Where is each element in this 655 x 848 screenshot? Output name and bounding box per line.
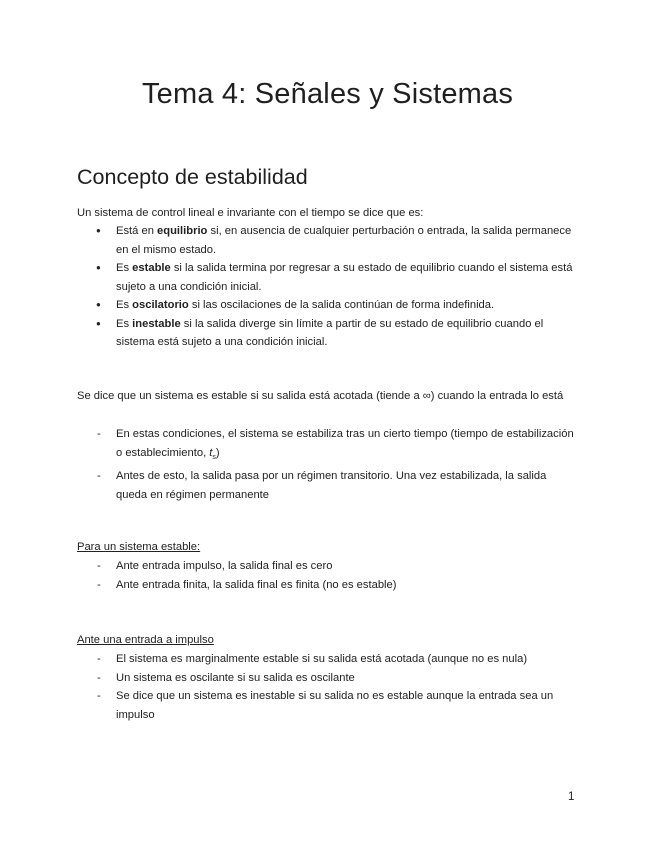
- definition-text: Es: [116, 262, 133, 274]
- definition-text: si la salida termina por regresar a su estado de equilibrio cuando el sistema está sujeto a una condición inicial.: [116, 262, 573, 293]
- list-item: - Un sistema es oscilante si su salida es oscilante: [77, 669, 577, 688]
- stable-heading: Para un sistema estable:: [77, 541, 201, 553]
- impulse-heading: Ante una entrada a impulso: [77, 634, 214, 646]
- definition-term: estable: [132, 262, 171, 274]
- list-item-text: Antes de esto, la salida pasa por un régimen transitorio. Una vez estabilizada, la salida queda en régimen permanente: [116, 470, 547, 501]
- definition-text: si las oscilaciones de la salida continúan de forma indefinida.: [188, 299, 495, 311]
- definition-text: Es: [116, 317, 133, 330]
- page-title: Tema 4: Señales y Sistemas: [141, 78, 514, 110]
- definition-text: Es: [116, 299, 133, 311]
- definition-inestable: [77, 315, 577, 352]
- definition-term: inestable: [132, 317, 181, 330]
- definition-oscilatorio: [77, 296, 577, 315]
- list-item: - El sistema es marginalmente estable si su salida está acotada (aunque no es nula): [77, 650, 577, 669]
- impulse-points-list: [77, 650, 577, 724]
- list-item-text: En estas condiciones, el sistema se estabiliza tras un cierto tiempo (tiempo de estabilización o establecimiento,: [116, 428, 574, 459]
- list-item: [77, 467, 577, 504]
- list-item: - Se dice que un sistema es inestable si su salida no es estable aunque la entrada sea un impulso: [77, 687, 577, 724]
- list-item: [77, 425, 577, 467]
- definitions-list: [77, 222, 577, 352]
- definition-text: Está en: [116, 225, 158, 237]
- definition-text: si la salida diverge sin límite a partir de su estado de equilibrio cuando el sistema está sujeto a una condición inicial.: [116, 317, 544, 348]
- page-number: 1: [568, 791, 575, 803]
- list-item: - Ante entrada impulso, la salida final es cero: [77, 557, 577, 576]
- list-item: - Ante entrada finita, la salida final es finita (no es estable): [77, 576, 577, 595]
- bounded-points-list: [77, 425, 577, 504]
- definition-equilibrio: [77, 222, 577, 259]
- intro-paragraph: Un sistema de control lineal e invariante con el tiempo se dice que es:: [77, 207, 424, 219]
- bounded-statement: Se dice que un sistema es estable si su salida está acotada (tiende a ∞) cuando la entrada lo está: [77, 390, 564, 402]
- section-heading: Concepto de estabilidad: [77, 165, 308, 189]
- stable-points-list: [77, 557, 577, 594]
- definition-term: oscilatorio: [132, 299, 189, 311]
- definition-term: equilibrio: [157, 225, 208, 237]
- definition-estable: [77, 259, 577, 296]
- time-subscript: s: [212, 453, 216, 461]
- definition-text: si, en ausencia de cualquier perturbación o entrada, la salida permanece en el mismo estado.: [116, 225, 572, 256]
- time-symbol: t: [209, 446, 213, 459]
- list-item-text: ): [215, 446, 220, 459]
